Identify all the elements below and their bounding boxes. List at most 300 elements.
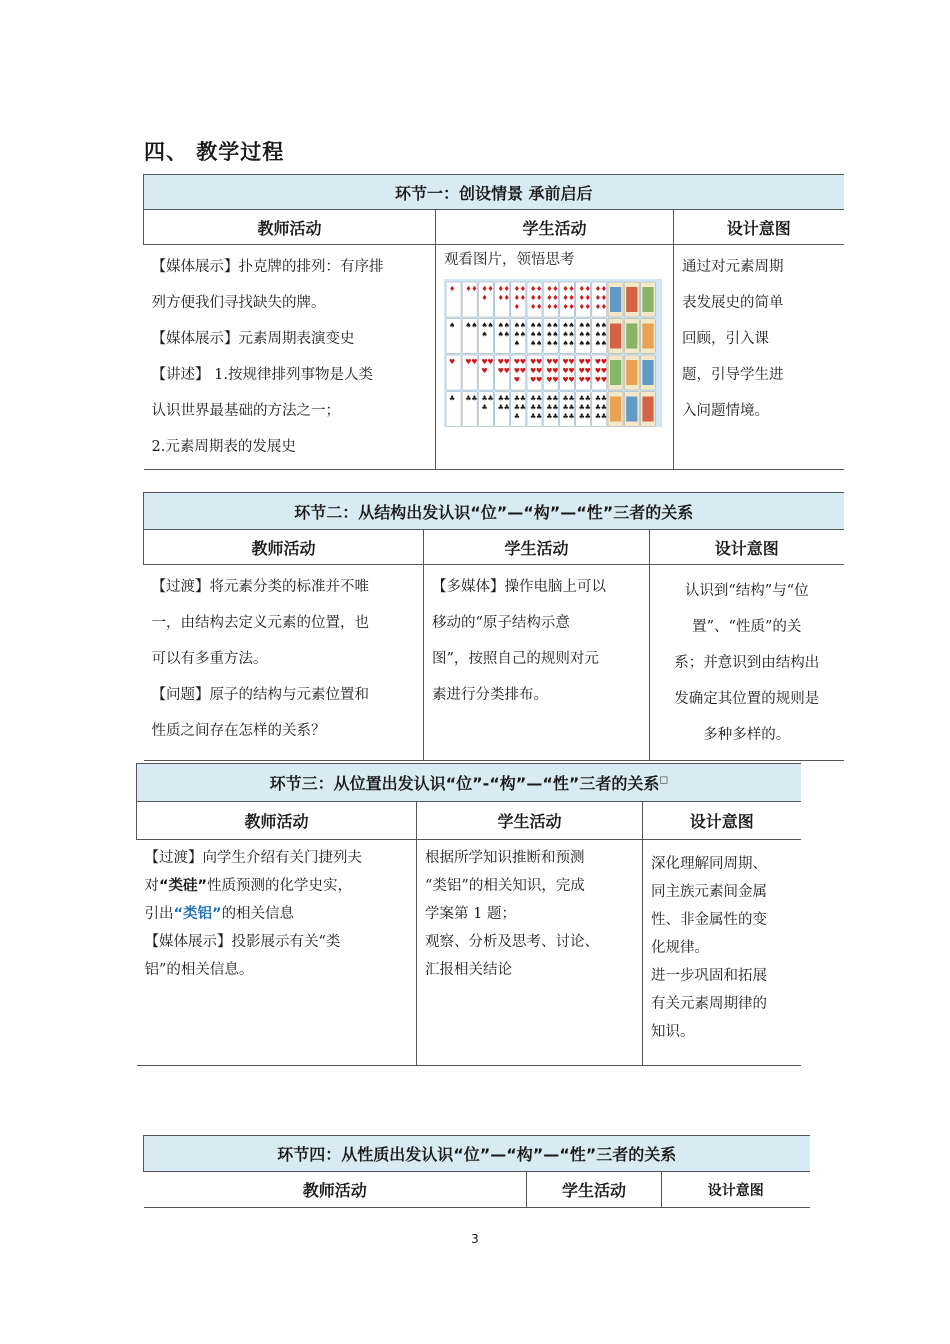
svg-text:♠: ♠	[513, 330, 521, 339]
svg-text:♦: ♦	[600, 285, 608, 293]
playing-card	[592, 355, 607, 390]
playing-card	[543, 282, 558, 317]
svg-text:♠: ♠	[487, 321, 494, 330]
svg-text:♦: ♦	[578, 303, 585, 311]
playing-card	[559, 282, 574, 317]
svg-text:♠: ♠	[481, 321, 488, 330]
svg-text:♦: ♦	[568, 294, 575, 302]
playing-card	[511, 355, 526, 390]
svg-text:♠: ♠	[578, 321, 585, 330]
section1-design-line: 回顾，引入课	[682, 331, 769, 347]
svg-text:♣: ♣	[578, 412, 585, 421]
svg-text:♥: ♥	[578, 376, 585, 384]
page-number: 3	[471, 1232, 479, 1246]
svg-text:♠: ♠	[584, 330, 591, 339]
svg-text:♥: ♥	[536, 358, 543, 366]
svg-text:♠: ♠	[584, 321, 591, 330]
playing-card	[592, 282, 607, 317]
svg-text:♦: ♦	[568, 303, 575, 311]
svg-text:♠: ♠	[519, 321, 527, 330]
svg-text:♥: ♥	[546, 376, 553, 384]
svg-text:♣: ♣	[584, 403, 591, 412]
svg-text:♥: ♥	[519, 367, 527, 375]
svg-text:♠: ♠	[584, 339, 591, 348]
svg-text:♦: ♦	[536, 303, 543, 311]
section3-header-teacher: 教师活动	[137, 802, 417, 840]
playing-card	[576, 355, 591, 390]
section3-design-line: 性、非金属性的变	[651, 912, 767, 928]
svg-text:♦: ♦	[594, 294, 602, 302]
section3-title: 环节三：从位置出发认识“位”-“构”—“性”三者的关系	[269, 774, 660, 793]
playing-card	[527, 319, 542, 354]
svg-text:♥: ♥	[481, 358, 488, 366]
section3-table	[136, 763, 801, 1066]
section1-header-design: 设计意图	[674, 210, 844, 245]
svg-text:♦: ♦	[546, 285, 553, 293]
playing-card	[624, 392, 639, 427]
svg-text:♣: ♣	[449, 394, 456, 403]
svg-text:♠: ♠	[471, 321, 478, 330]
svg-text:♠: ♠	[465, 321, 472, 330]
playing-card	[608, 392, 623, 427]
svg-text:♣: ♣	[578, 394, 585, 403]
svg-text:♥: ♥	[600, 358, 608, 366]
section3-design-line: 化规律。	[651, 940, 709, 956]
svg-text:♥: ♥	[562, 367, 569, 375]
svg-text:♥: ♥	[562, 376, 569, 384]
playing-card	[559, 355, 574, 390]
section4-header-teacher: 教师活动	[144, 1172, 527, 1208]
svg-text:♠: ♠	[536, 321, 543, 330]
svg-text:♣: ♣	[530, 394, 537, 403]
svg-text:♦: ♦	[552, 303, 559, 311]
section1-design-line: 表发展史的简单	[682, 295, 784, 311]
svg-text:♠: ♠	[562, 330, 569, 339]
svg-text:♥: ♥	[465, 358, 472, 366]
svg-text:♥: ♥	[497, 367, 504, 375]
svg-text:♣: ♣	[584, 394, 591, 403]
svg-text:♣: ♣	[481, 394, 488, 403]
svg-text:♠: ♠	[481, 330, 488, 339]
svg-text:♠: ♠	[552, 339, 559, 348]
svg-text:♣: ♣	[546, 394, 553, 403]
section2-header-student: 学生活动	[424, 530, 650, 565]
svg-text:♠: ♠	[503, 321, 510, 330]
section2-design-line: 发确定其位置的规则是	[674, 691, 820, 707]
playing-card	[608, 319, 623, 354]
text-span: 对	[144, 878, 159, 894]
svg-text:♣: ♣	[600, 412, 608, 421]
svg-text:♣: ♣	[497, 403, 504, 412]
text-span: 的相关信息	[221, 906, 295, 922]
playing-card	[624, 282, 639, 317]
svg-text:♦: ♦	[513, 285, 521, 293]
playing-card	[640, 355, 655, 390]
section3-teacher-line	[145, 900, 409, 928]
svg-text:♦: ♦	[530, 285, 537, 293]
svg-text:♥: ♥	[536, 367, 543, 375]
svg-text:♣: ♣	[552, 394, 559, 403]
playing-card	[462, 282, 477, 317]
svg-text:♣: ♣	[594, 394, 602, 403]
svg-text:♣: ♣	[481, 403, 488, 412]
playing-card	[543, 355, 558, 390]
section2-table	[143, 492, 844, 761]
svg-text:♥: ♥	[530, 358, 537, 366]
svg-text:♥: ♥	[546, 367, 553, 375]
playing-card	[576, 392, 591, 427]
svg-text:♣: ♣	[465, 394, 472, 403]
section1-teacher-line: 2.元素周期表的发展史	[151, 439, 296, 455]
section4-title: 环节四：从性质出发认识“位”—“构”—“性”三者的关系	[144, 1136, 810, 1172]
section2-design-line: 多种多样的。	[703, 727, 791, 743]
svg-text:♠: ♠	[562, 339, 569, 348]
svg-text:♣: ♣	[568, 403, 575, 412]
playing-card	[478, 355, 493, 390]
svg-text:♣: ♣	[513, 403, 521, 412]
section4-header-design: 设计意图	[662, 1172, 810, 1208]
playing-card	[446, 319, 461, 354]
svg-text:♥: ♥	[568, 358, 575, 366]
svg-text:♦: ♦	[513, 294, 521, 302]
svg-text:♠: ♠	[578, 330, 585, 339]
section3-teacher-line: 铝”的相关信息。	[144, 962, 254, 978]
svg-text:♦: ♦	[546, 294, 553, 302]
text-span: 性质预测的化学史实，	[207, 878, 353, 894]
svg-text:♣: ♣	[487, 394, 494, 403]
playing-card	[640, 319, 655, 354]
svg-text:♦: ♦	[594, 303, 602, 311]
svg-text:♥: ♥	[530, 367, 537, 375]
svg-text:♥: ♥	[536, 376, 543, 384]
section1-teacher-line: 【媒体展示】扑克牌的排列：有序排	[151, 259, 384, 275]
svg-text:♠: ♠	[546, 321, 553, 330]
section3-design-line: 深化理解同周期、	[651, 856, 767, 872]
section2-header-design: 设计意图	[650, 530, 844, 565]
svg-text:♣: ♣	[568, 412, 575, 421]
section4-header-student: 学生活动	[527, 1172, 662, 1208]
svg-text:♣: ♣	[530, 412, 537, 421]
section2-student-line: 移动的“原子结构示意	[432, 615, 570, 631]
playing-card	[624, 319, 639, 354]
svg-text:♣: ♣	[552, 412, 559, 421]
svg-text:♥: ♥	[562, 358, 569, 366]
playing-card	[559, 392, 574, 427]
svg-text:♦: ♦	[497, 294, 504, 302]
section2-title: 环节二：从结构出发认识“位”—“构”—“性”三者的关系	[144, 493, 844, 530]
svg-text:♦: ♦	[519, 294, 527, 302]
playing-card	[462, 355, 477, 390]
svg-text:♦: ♦	[562, 303, 569, 311]
svg-text:♣: ♣	[519, 394, 527, 403]
playing-card	[592, 319, 607, 354]
svg-text:♠: ♠	[568, 330, 575, 339]
svg-text:♥: ♥	[546, 358, 553, 366]
section2-teacher-line: 【过渡】将元素分类的标准并不唯	[151, 579, 369, 595]
svg-text:♣: ♣	[562, 394, 569, 403]
svg-text:♠: ♠	[600, 321, 608, 330]
svg-text:♦: ♦	[568, 285, 575, 293]
playing-card	[462, 392, 477, 427]
section3-teacher-line: 【过渡】向学生介绍有关门捷列夫	[144, 850, 362, 866]
svg-text:♦: ♦	[552, 294, 559, 302]
section1-header-student: 学生活动	[436, 210, 674, 245]
svg-text:♥: ♥	[600, 376, 608, 384]
svg-text:♥: ♥	[578, 358, 585, 366]
svg-text:♥: ♥	[578, 367, 585, 375]
svg-text:♣: ♣	[552, 403, 559, 412]
section1-design-line: 入问题情境。	[682, 403, 769, 419]
section2-teacher-line: 性质之间存在怎样的关系？	[151, 723, 326, 739]
section2-design-line: 置”、“性质”的关	[692, 619, 802, 635]
svg-text:♠: ♠	[519, 330, 527, 339]
section-heading: 四、 教学过程	[144, 140, 285, 164]
section2-teacher-line: 一，由结构去定义元素的位置，也	[151, 615, 369, 631]
svg-text:♠: ♠	[513, 321, 521, 330]
section3-design-line: 知识。	[651, 1024, 695, 1040]
section1-student-cell	[436, 245, 674, 470]
section2-teacher-line: 【问题】原子的结构与元素位置和	[151, 687, 369, 703]
playing-card	[527, 392, 542, 427]
playing-card	[527, 355, 542, 390]
svg-text:♥: ♥	[519, 358, 527, 366]
section3-title-cell	[137, 764, 801, 802]
svg-text:♥: ♥	[513, 358, 521, 366]
svg-text:♦: ♦	[530, 294, 537, 302]
svg-text:♥: ♥	[449, 358, 456, 366]
svg-text:♣: ♣	[536, 394, 543, 403]
playing-card	[640, 392, 655, 427]
svg-text:♠: ♠	[449, 321, 456, 330]
section3-student-line: 观察、分析及思考、讨论、	[425, 934, 599, 950]
lei-lv-highlight: “类铝”	[173, 906, 222, 922]
svg-text:♦: ♦	[552, 285, 559, 293]
svg-text:♦: ♦	[481, 294, 488, 302]
section2-student-line: 【多媒体】操作电脑上可以	[432, 579, 606, 595]
svg-text:♠: ♠	[600, 339, 608, 348]
svg-text:♠: ♠	[594, 339, 602, 348]
playing-card	[495, 392, 510, 427]
section2-student-line: 素进行分类排布。	[432, 687, 548, 703]
svg-text:♥: ♥	[497, 358, 504, 366]
svg-text:♠: ♠	[513, 339, 521, 348]
svg-text:♦: ♦	[562, 294, 569, 302]
svg-text:♦: ♦	[465, 285, 472, 293]
playing-card	[576, 319, 591, 354]
playing-card	[608, 282, 623, 317]
playing-card	[624, 355, 639, 390]
svg-text:♥: ♥	[594, 358, 602, 366]
svg-text:♥: ♥	[584, 376, 591, 384]
svg-text:♥: ♥	[513, 367, 521, 375]
svg-text:♠: ♠	[562, 321, 569, 330]
section1-design-line: 通过对元素周期	[682, 259, 784, 275]
svg-text:♦: ♦	[481, 285, 488, 293]
svg-text:♣: ♣	[546, 403, 553, 412]
section2-header-teacher: 教师活动	[144, 530, 424, 565]
playing-card	[495, 319, 510, 354]
svg-text:♣: ♣	[594, 403, 602, 412]
section3-design-cell	[643, 840, 801, 1066]
text-span: 引出	[144, 906, 174, 922]
playing-card	[495, 355, 510, 390]
playing-card	[511, 282, 526, 317]
svg-text:♣: ♣	[519, 403, 527, 412]
svg-text:♠: ♠	[594, 321, 602, 330]
svg-text:♥: ♥	[530, 376, 537, 384]
svg-text:♠: ♠	[530, 330, 537, 339]
svg-text:♦: ♦	[546, 303, 553, 311]
svg-text:♥: ♥	[568, 376, 575, 384]
svg-text:♠: ♠	[552, 321, 559, 330]
section3-teacher-line: 【媒体展示】投影展示有关“类	[144, 934, 341, 950]
svg-text:♣: ♣	[578, 403, 585, 412]
svg-text:♠: ♠	[594, 330, 602, 339]
section1-teacher-line: 列方便我们寻找缺失的牌。	[151, 295, 326, 311]
playing-card	[543, 392, 558, 427]
svg-text:♦: ♦	[449, 285, 456, 293]
svg-text:♣: ♣	[600, 403, 608, 412]
svg-text:♥: ♥	[552, 376, 559, 384]
svg-text:♦: ♦	[471, 285, 478, 293]
svg-text:♦: ♦	[578, 294, 585, 302]
svg-text:♠: ♠	[503, 330, 510, 339]
playing-card	[608, 355, 623, 390]
svg-text:♦: ♦	[594, 285, 602, 293]
section2-teacher-cell	[144, 565, 424, 761]
svg-text:♣: ♣	[600, 394, 608, 403]
svg-text:♦: ♦	[503, 285, 510, 293]
svg-text:♦: ♦	[600, 294, 608, 302]
playing-card	[592, 392, 607, 427]
svg-text:♠: ♠	[497, 330, 504, 339]
playing-card	[446, 355, 461, 390]
section3-title-mark: □	[659, 775, 668, 786]
svg-text:♥: ♥	[503, 358, 510, 366]
section1-table	[143, 174, 844, 470]
playing-card	[640, 282, 655, 317]
section3-design-line: 进一步巩固和拓展	[651, 968, 767, 984]
svg-text:♣: ♣	[503, 394, 510, 403]
svg-text:♣: ♣	[562, 403, 569, 412]
svg-text:♣: ♣	[536, 412, 543, 421]
svg-text:♠: ♠	[530, 339, 537, 348]
svg-text:♣: ♣	[530, 403, 537, 412]
section3-design-line: 有关元素周期律的	[651, 996, 767, 1012]
section3-student-line: 根据所学知识推断和预测	[425, 850, 585, 866]
svg-text:♦: ♦	[600, 303, 608, 311]
svg-text:♣: ♣	[594, 412, 602, 421]
svg-text:♥: ♥	[503, 367, 510, 375]
svg-text:♦: ♦	[536, 285, 543, 293]
svg-text:♠: ♠	[578, 339, 585, 348]
section2-design-cell	[650, 565, 844, 761]
svg-text:♣: ♣	[497, 394, 504, 403]
playing-card	[576, 282, 591, 317]
section3-student-line: 汇报相关结论	[425, 962, 512, 978]
svg-text:♠: ♠	[568, 339, 575, 348]
section3-header-student: 学生活动	[417, 802, 643, 840]
svg-text:♣: ♣	[568, 394, 575, 403]
playing-card	[478, 319, 493, 354]
svg-text:♠: ♠	[600, 330, 608, 339]
section1-teacher-line: 【讲述】 1.按规律排列事物是人类	[151, 367, 373, 383]
svg-text:♣: ♣	[562, 412, 569, 421]
svg-text:♥: ♥	[594, 367, 602, 375]
playing-card	[462, 319, 477, 354]
svg-text:♥: ♥	[552, 367, 559, 375]
section3-student-cell	[417, 840, 643, 1066]
svg-text:♠: ♠	[546, 339, 553, 348]
svg-text:♥: ♥	[568, 367, 575, 375]
svg-text:♣: ♣	[513, 394, 521, 403]
svg-text:♥: ♥	[513, 376, 521, 384]
playing-card	[446, 282, 461, 317]
svg-text:♥: ♥	[584, 358, 591, 366]
svg-text:♠: ♠	[546, 330, 553, 339]
svg-text:♦: ♦	[578, 285, 585, 293]
playing-card	[478, 282, 493, 317]
svg-text:♦: ♦	[584, 303, 591, 311]
section2-teacher-line: 可以有多重方法。	[151, 651, 268, 667]
playing-card	[511, 319, 526, 354]
section3-student-line: “类铝”的相关知识，完成	[425, 878, 585, 894]
svg-text:♠: ♠	[530, 321, 537, 330]
playing-card	[478, 392, 493, 427]
svg-text:♣: ♣	[546, 412, 553, 421]
section2-student-cell	[424, 565, 650, 761]
svg-text:♥: ♥	[471, 358, 478, 366]
playing-card	[446, 392, 461, 427]
svg-text:♥: ♥	[600, 367, 608, 375]
svg-text:♠: ♠	[568, 321, 575, 330]
playing-card	[559, 319, 574, 354]
svg-text:♥: ♥	[552, 358, 559, 366]
playing-card	[511, 392, 526, 427]
svg-text:♥: ♥	[481, 367, 488, 375]
svg-text:♣: ♣	[536, 403, 543, 412]
svg-text:♦: ♦	[562, 285, 569, 293]
section1-student-line: 观看图片，领悟思考	[444, 252, 575, 268]
section1-teacher-line: 【媒体展示】元素周期表演变史	[151, 331, 355, 347]
svg-text:♠: ♠	[497, 321, 504, 330]
svg-text:♠: ♠	[536, 339, 543, 348]
svg-text:♣: ♣	[503, 403, 510, 412]
playing-card	[527, 282, 542, 317]
section1-design-line: 题，引导学生进	[682, 367, 784, 383]
svg-text:♦: ♦	[487, 285, 494, 293]
svg-text:♥: ♥	[594, 376, 602, 384]
section1-header-teacher: 教师活动	[144, 210, 436, 245]
section2-student-line: 图”，按照自己的规则对元	[432, 651, 599, 667]
svg-text:♣: ♣	[513, 412, 521, 421]
svg-text:♠: ♠	[552, 330, 559, 339]
svg-text:♦: ♦	[513, 303, 521, 311]
section3-teacher-cell	[137, 840, 417, 1066]
section1-teacher-cell	[144, 245, 436, 470]
section3-student-line: 学案第 1 题；	[425, 906, 516, 922]
lei-gui-highlight: “类硅”	[159, 878, 208, 894]
svg-text:♦: ♦	[536, 294, 543, 302]
svg-text:♣: ♣	[584, 412, 591, 421]
playing-card	[543, 319, 558, 354]
section1-title: 环节一：创设情景 承前启后	[144, 175, 844, 210]
svg-text:♣: ♣	[471, 394, 478, 403]
playing-cards-image	[444, 279, 662, 427]
svg-text:♦: ♦	[584, 285, 591, 293]
section4-table	[143, 1135, 810, 1208]
section1-teacher-line: 认识世界最基础的方法之一；	[151, 403, 340, 419]
